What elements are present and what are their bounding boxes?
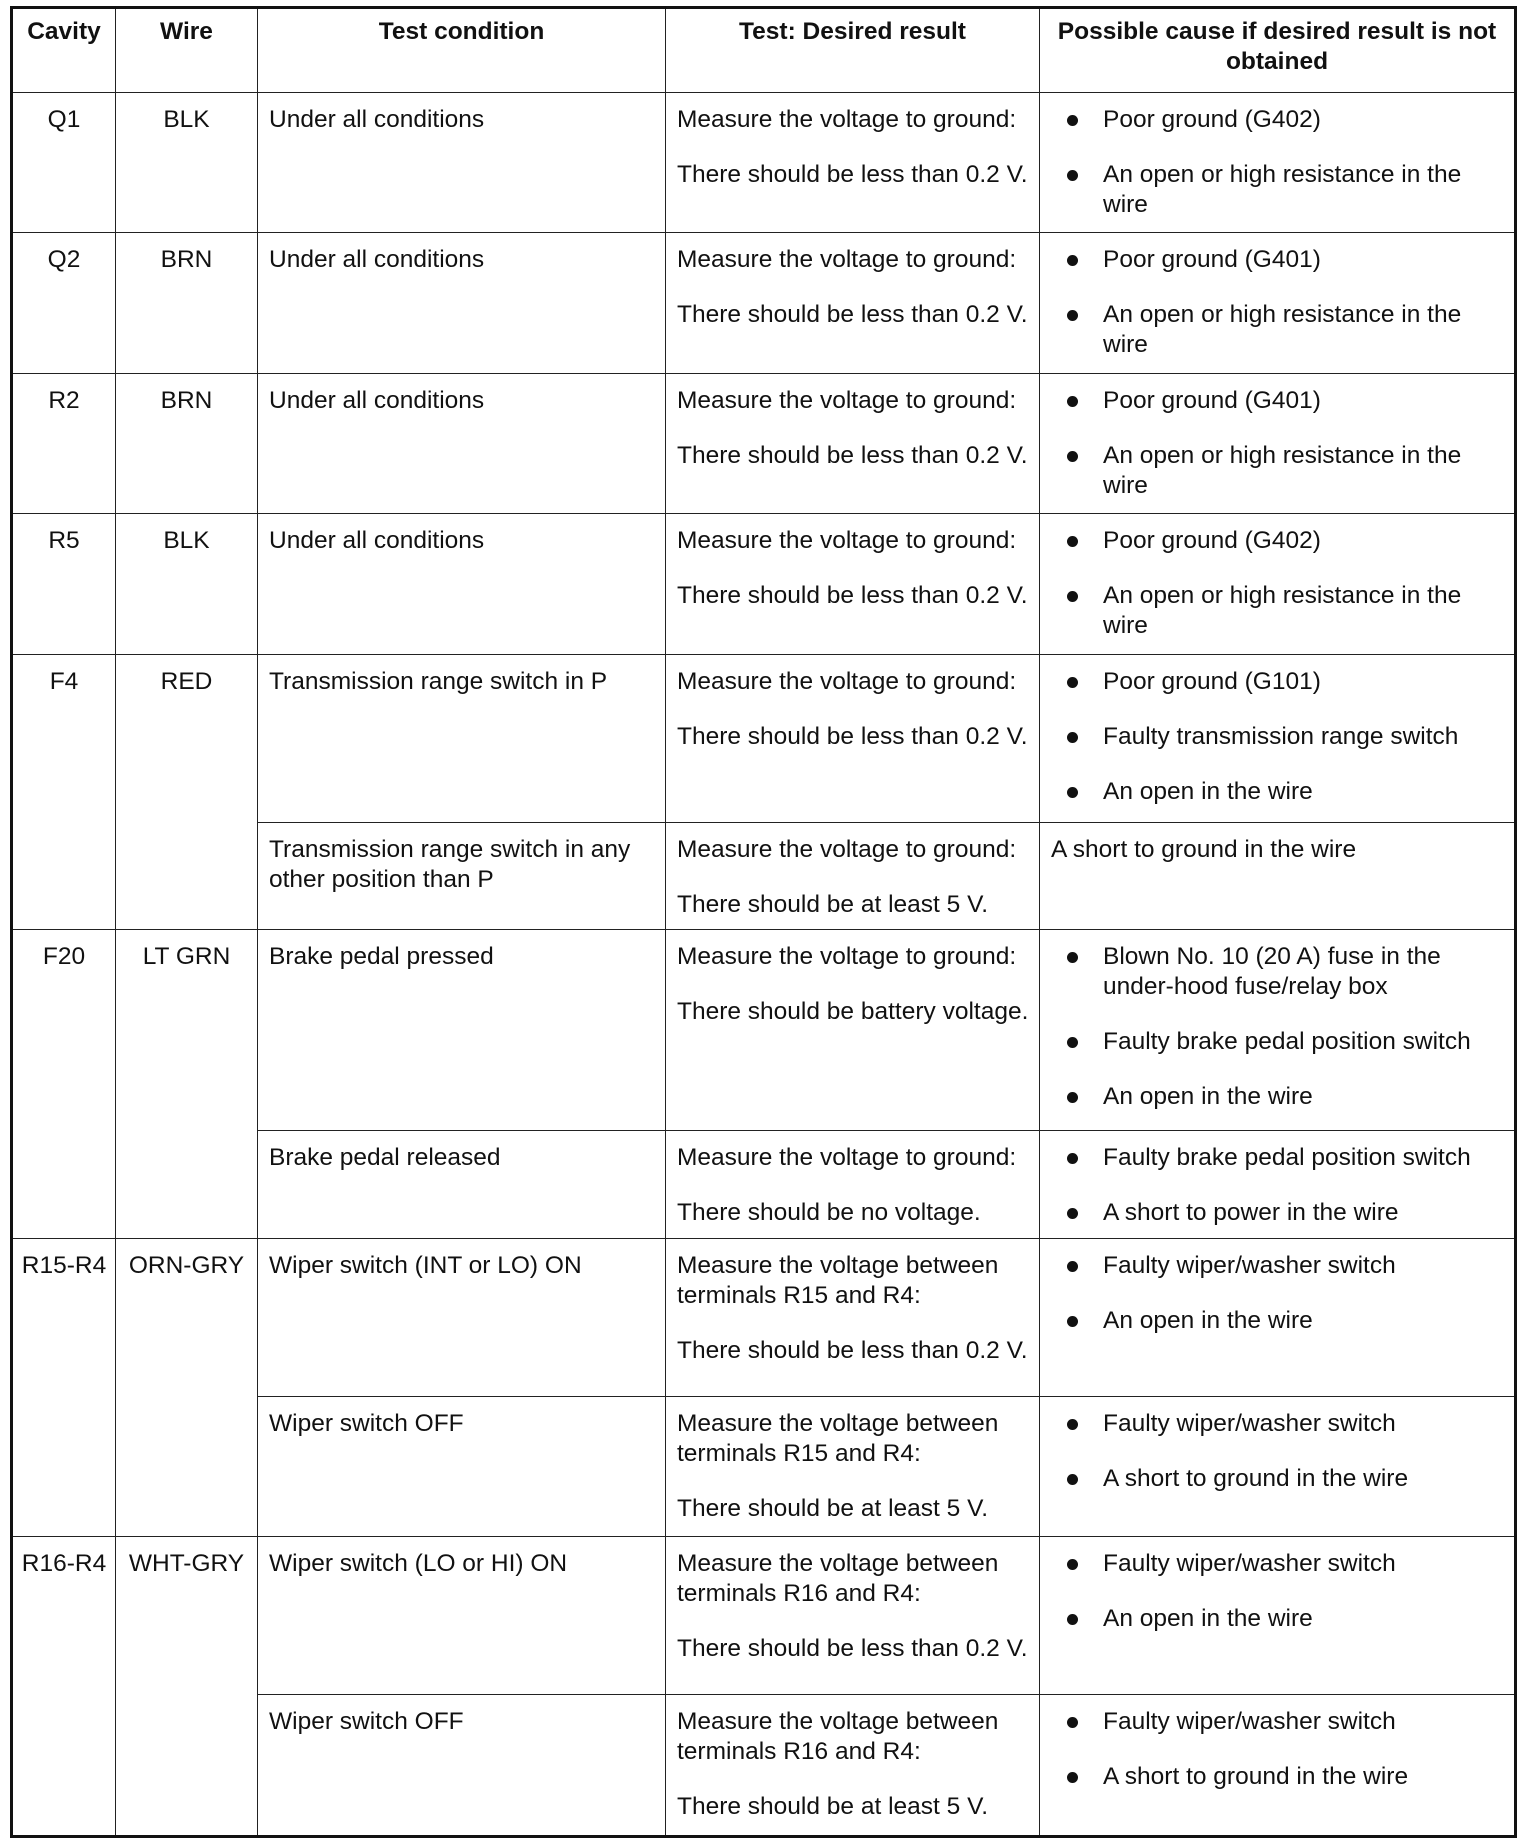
table-row <box>12 93 1516 233</box>
header-desired-result: Test: Desired result <box>666 8 1040 93</box>
cause-list <box>1051 386 1504 501</box>
desired-result-cell <box>666 373 1040 513</box>
cause-list-item: An open in the wire <box>1051 1082 1504 1112</box>
cavity-cell: F4 <box>12 654 116 929</box>
desired-result-cell <box>666 233 1040 373</box>
cause-list <box>1051 942 1504 1112</box>
cause-list-item: Poor ground (G401) <box>1051 245 1504 275</box>
wire-color-cell: LT GRN <box>116 930 258 1238</box>
measurement-instruction: Measure the voltage to ground: <box>677 1144 1017 1172</box>
cause-list <box>1051 1707 1504 1792</box>
desired-result-cell <box>666 1695 1040 1837</box>
measurement-instruction: Measure the voltage between terminals R16 and R4: <box>677 1550 999 1608</box>
cause-list <box>1051 105 1504 220</box>
possible-cause-cell <box>1040 822 1516 930</box>
cause-list-item: An open or high resistance in the wire <box>1051 441 1504 501</box>
test-condition-cell: Under all conditions <box>258 514 666 654</box>
desired-result-cell <box>666 654 1040 822</box>
expected-value: There should be less than 0.2 V. <box>677 1635 1028 1663</box>
table-row <box>12 1238 1516 1396</box>
possible-cause-cell <box>1040 373 1516 513</box>
measurement-instruction: Measure the voltage to ground: <box>677 106 1017 133</box>
table-row <box>12 654 1516 822</box>
expected-value: There should be battery voltage. <box>677 998 1029 1026</box>
wire-color-cell: BRN <box>116 373 258 513</box>
test-condition-cell: Wiper switch OFF <box>258 1695 666 1837</box>
possible-cause-cell <box>1040 1396 1516 1536</box>
measurement-instruction: Measure the voltage to ground: <box>677 667 1017 695</box>
cause-list <box>1051 1251 1504 1336</box>
desired-result-cell <box>666 93 1040 233</box>
header-possible-cause: Possible cause if desired result is not obtained <box>1040 8 1516 93</box>
possible-cause-cell <box>1040 233 1516 373</box>
measurement-instruction: Measure the voltage between terminals R16 and R4: <box>677 1708 999 1766</box>
test-condition-cell: Under all conditions <box>258 373 666 513</box>
cause-list <box>1051 1143 1504 1228</box>
cavity-cell: R16-R4 <box>12 1537 116 1837</box>
connector-test-table <box>10 6 1517 1838</box>
test-condition-cell: Wiper switch OFF <box>258 1396 666 1536</box>
cause-list <box>1051 1409 1504 1494</box>
table-row <box>12 233 1516 373</box>
cause-list-item: Poor ground (G402) <box>1051 105 1504 135</box>
cause-list-item: Faulty brake pedal position switch <box>1051 1027 1504 1057</box>
cause-list <box>1051 667 1504 807</box>
wire-color-cell: BLK <box>116 514 258 654</box>
measurement-instruction: Measure the voltage to ground: <box>677 386 1017 414</box>
test-condition-cell: Brake pedal released <box>258 1131 666 1239</box>
test-condition-cell: Transmission range switch in P <box>258 654 666 822</box>
header-test-condition: Test condition <box>258 8 666 93</box>
cause-list-item: A short to ground in the wire <box>1051 1762 1504 1792</box>
expected-value: There should be less than 0.2 V. <box>677 582 1028 610</box>
table-row <box>12 930 1516 1131</box>
cavity-cell: R5 <box>12 514 116 654</box>
wire-color-cell: ORN-GRY <box>116 1238 258 1537</box>
test-condition-cell: Brake pedal pressed <box>258 930 666 1131</box>
cavity-cell: R2 <box>12 373 116 513</box>
expected-value: There should be no voltage. <box>677 1199 981 1227</box>
cause-list-item: An open or high resistance in the wire <box>1051 300 1504 360</box>
desired-result-cell <box>666 1238 1040 1396</box>
possible-cause-cell <box>1040 654 1516 822</box>
desired-result-cell <box>666 1131 1040 1239</box>
wire-color-cell: WHT-GRY <box>116 1537 258 1837</box>
cause-list <box>1051 526 1504 641</box>
cause-list <box>1051 245 1504 360</box>
test-condition-cell: Wiper switch (INT or LO) ON <box>258 1238 666 1396</box>
table-body <box>12 93 1516 1837</box>
possible-cause-cell <box>1040 1131 1516 1239</box>
expected-value: There should be at least 5 V. <box>677 1793 988 1821</box>
cavity-cell: Q2 <box>12 233 116 373</box>
desired-result-cell <box>666 822 1040 930</box>
cause-list-item: Faulty wiper/washer switch <box>1051 1409 1504 1439</box>
measurement-instruction: Measure the voltage to ground: <box>677 943 1017 971</box>
cause-list-item: Poor ground (G401) <box>1051 386 1504 416</box>
desired-result-cell <box>666 1537 1040 1695</box>
possible-cause-cell <box>1040 514 1516 654</box>
possible-cause-cell <box>1040 1238 1516 1396</box>
expected-value: There should be less than 0.2 V. <box>677 301 1028 329</box>
cause-list-item: Poor ground (G101) <box>1051 667 1504 697</box>
cause-list-item: Faulty wiper/washer switch <box>1051 1707 1504 1737</box>
cause-list-item: An open or high resistance in the wire <box>1051 160 1504 220</box>
cause-list-item: Poor ground (G402) <box>1051 526 1504 556</box>
measurement-instruction: Measure the voltage to ground: <box>677 835 1017 863</box>
expected-value: There should be less than 0.2 V. <box>677 722 1028 750</box>
wire-color-cell: BLK <box>116 93 258 233</box>
header-row <box>12 8 1516 93</box>
possible-cause-cell <box>1040 930 1516 1131</box>
header-wire: Wire <box>116 8 258 93</box>
cause-list-item: A short to power in the wire <box>1051 1198 1504 1228</box>
measurement-instruction: Measure the voltage to ground: <box>677 527 1017 555</box>
test-condition-cell: Under all conditions <box>258 93 666 233</box>
expected-value: There should be less than 0.2 V. <box>677 1336 1028 1364</box>
measurement-instruction: Measure the voltage between terminals R15 and R4: <box>677 1251 999 1309</box>
cause-text: A short to ground in the wire <box>1051 835 1357 863</box>
possible-cause-cell <box>1040 1695 1516 1837</box>
cause-list-item: Faulty brake pedal position switch <box>1051 1143 1504 1173</box>
table-row <box>12 1537 1516 1695</box>
test-condition-cell: Under all conditions <box>258 233 666 373</box>
expected-value: There should be at least 5 V. <box>677 1494 988 1522</box>
wire-color-cell: RED <box>116 654 258 929</box>
desired-result-cell <box>666 514 1040 654</box>
expected-value: There should be less than 0.2 V. <box>677 441 1028 469</box>
cause-list-item: Blown No. 10 (20 A) fuse in the under-hood fuse/relay box <box>1051 942 1504 1002</box>
cause-list-item: Faulty transmission range switch <box>1051 722 1504 752</box>
possible-cause-cell <box>1040 93 1516 233</box>
table-row <box>12 514 1516 654</box>
header-cavity: Cavity <box>12 8 116 93</box>
cause-list-item: An open or high resistance in the wire <box>1051 581 1504 641</box>
desired-result-cell <box>666 930 1040 1131</box>
cause-list-item: An open in the wire <box>1051 1306 1504 1336</box>
measurement-instruction: Measure the voltage to ground: <box>677 246 1017 274</box>
cavity-cell: R15-R4 <box>12 1238 116 1537</box>
cavity-cell: Q1 <box>12 93 116 233</box>
cavity-cell: F20 <box>12 930 116 1238</box>
wire-color-cell: BRN <box>116 233 258 373</box>
cause-list-item: Faulty wiper/washer switch <box>1051 1549 1504 1579</box>
expected-value: There should be less than 0.2 V. <box>677 161 1028 188</box>
measurement-instruction: Measure the voltage between terminals R15 and R4: <box>677 1409 999 1467</box>
possible-cause-cell <box>1040 1537 1516 1695</box>
desired-result-cell <box>666 1396 1040 1536</box>
cause-list-item: An open in the wire <box>1051 1604 1504 1634</box>
cause-list-item: Faulty wiper/washer switch <box>1051 1251 1504 1281</box>
cause-list-item: A short to ground in the wire <box>1051 1464 1504 1494</box>
cause-list-item: An open in the wire <box>1051 777 1504 807</box>
cause-list <box>1051 1549 1504 1634</box>
test-condition-cell: Wiper switch (LO or HI) ON <box>258 1537 666 1695</box>
table-row <box>12 373 1516 513</box>
test-condition-cell: Transmission range switch in any other position than P <box>258 822 666 930</box>
expected-value: There should be at least 5 V. <box>677 890 988 918</box>
